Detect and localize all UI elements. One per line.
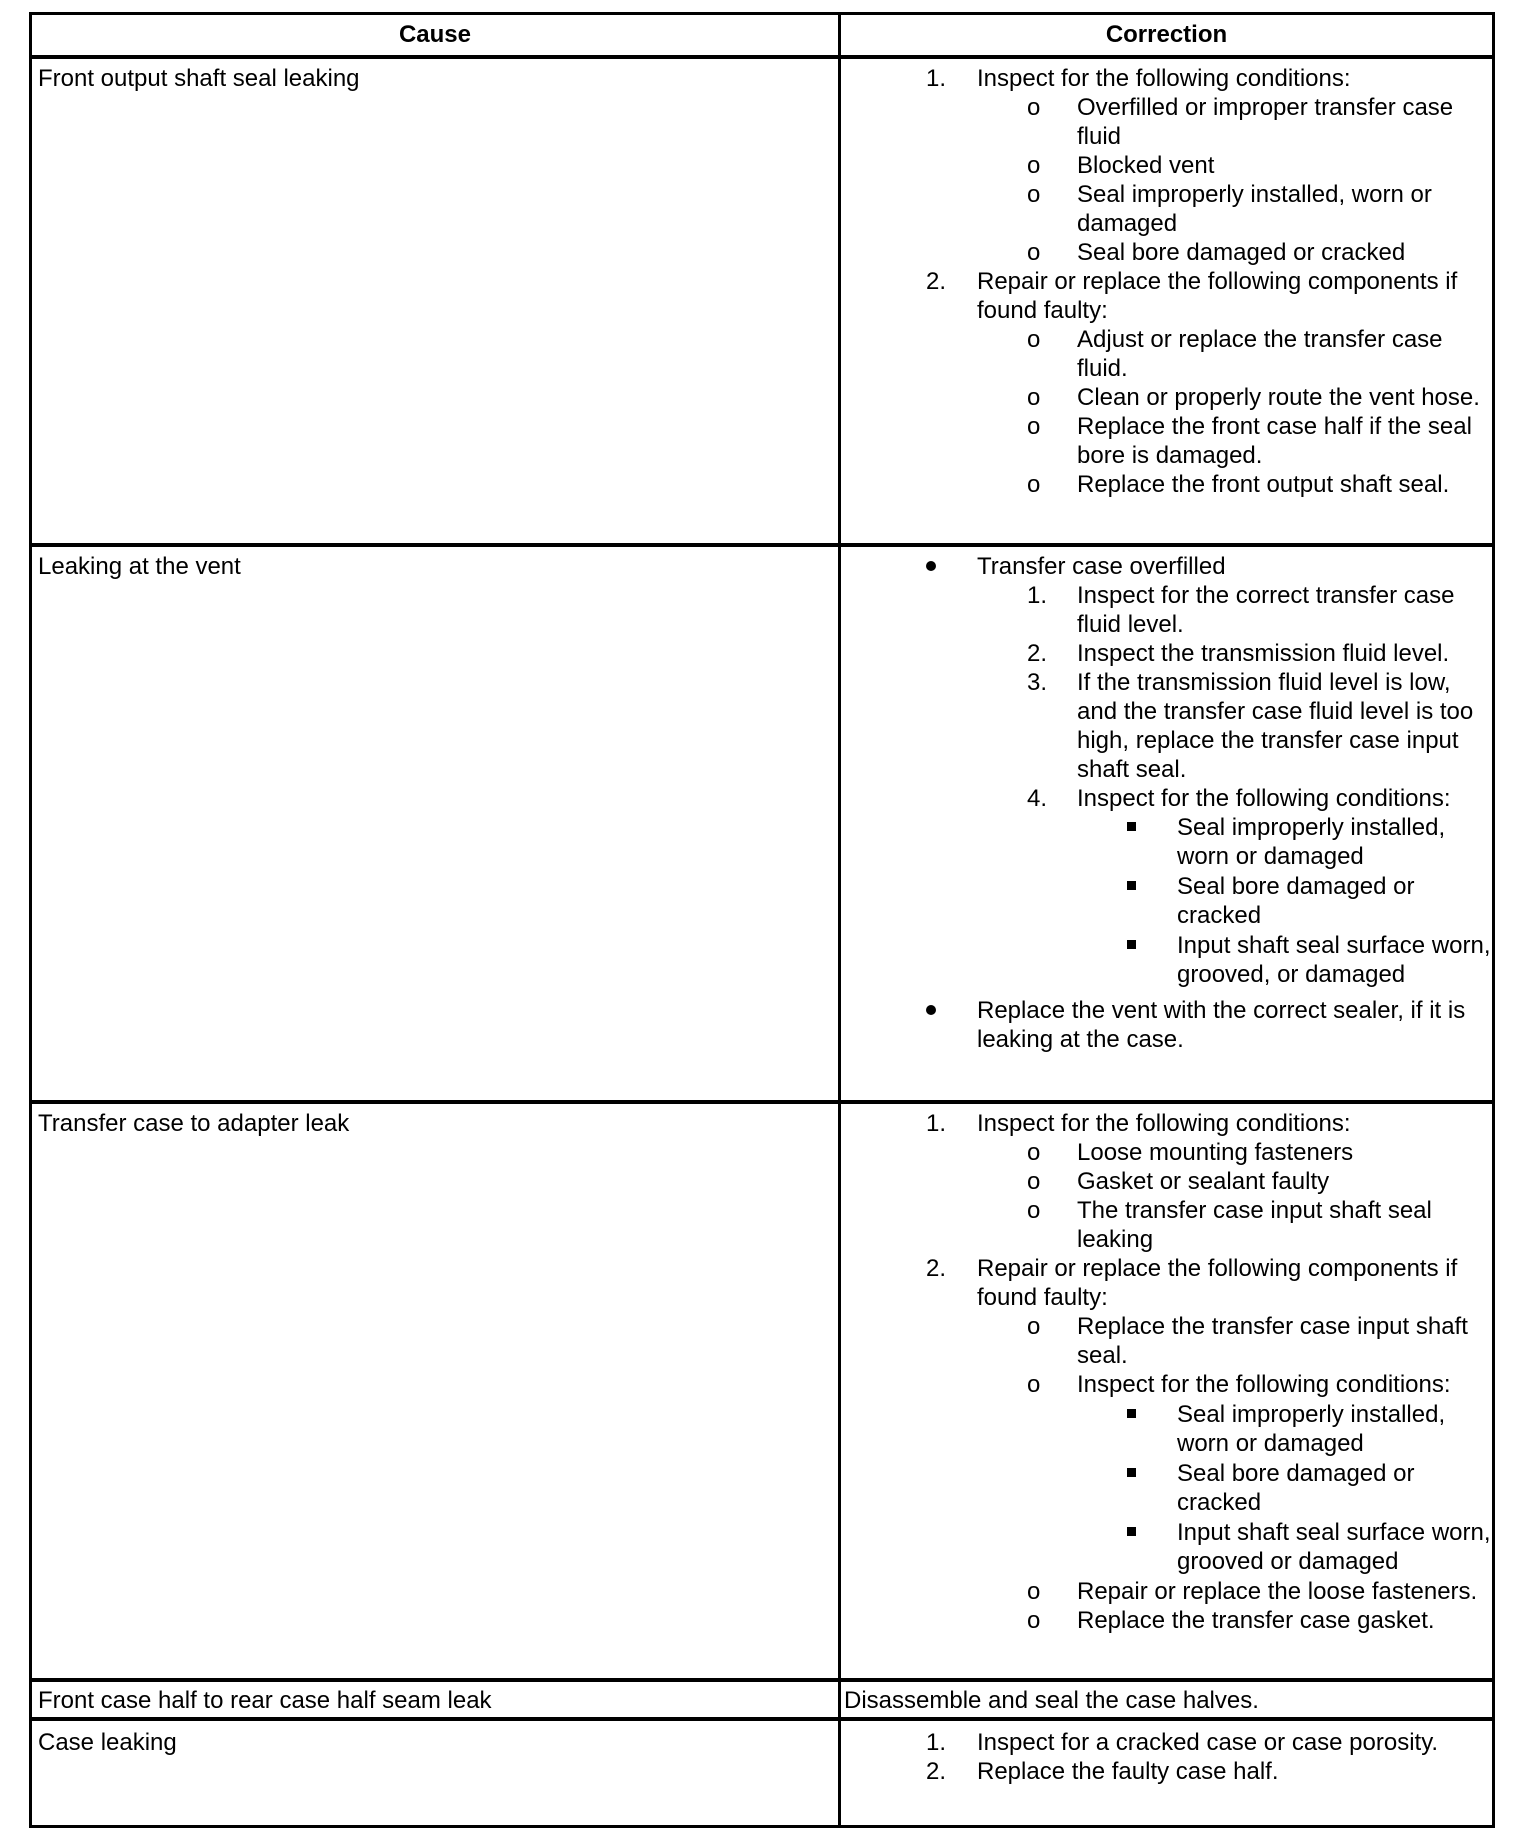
list-item: Repair or replace the loose fasteners. <box>1077 1578 1478 1605</box>
list-marker: o <box>1027 1607 1041 1634</box>
list-item: seal. <box>1077 1342 1128 1369</box>
list-marker: 1. <box>1027 582 1048 609</box>
column-divider <box>838 15 841 1825</box>
list-item: and the transfer case fluid level is too <box>1077 698 1474 725</box>
list-marker: o <box>1027 471 1041 498</box>
list-item: Seal improperly installed, <box>1177 1401 1446 1428</box>
list-item: cracked <box>1177 902 1262 929</box>
list-item: Inspect for the following conditions: <box>1077 1371 1451 1398</box>
square-bullet-icon <box>1127 1518 1136 1547</box>
list-marker: o <box>1027 239 1041 266</box>
cause-cell: Leaking at the vent <box>38 553 241 580</box>
list-item: Repair or replace the following components if <box>977 268 1458 295</box>
list-item: Inspect for the correct transfer case <box>1077 582 1455 609</box>
cause-cell: Front output shaft seal leaking <box>38 65 360 92</box>
square-bullet-icon <box>1127 1400 1136 1429</box>
list-marker: 2. <box>926 1255 947 1282</box>
list-marker: 2. <box>926 268 947 295</box>
list-item: Clean or properly route the vent hose. <box>1077 384 1480 411</box>
list-item: Blocked vent <box>1077 152 1215 179</box>
list-marker: 1. <box>926 65 947 92</box>
list-marker: 2. <box>1027 640 1048 667</box>
list-item: Seal bore damaged or <box>1177 1460 1415 1487</box>
list-item: Replace the front output shaft seal. <box>1077 471 1450 498</box>
list-item: Adjust or replace the transfer case <box>1077 326 1443 353</box>
list-item: Inspect for the following conditions: <box>977 1110 1351 1137</box>
list-item: found faulty: <box>977 1284 1108 1311</box>
row-divider <box>32 1100 1492 1104</box>
list-marker: 1. <box>926 1729 947 1756</box>
list-marker: o <box>1027 413 1041 440</box>
list-item: fluid <box>1077 123 1122 150</box>
list-item: Transfer case overfilled <box>977 553 1226 580</box>
list-item: Replace the vent with the correct sealer, if it is <box>977 997 1466 1024</box>
header-divider <box>32 55 1492 59</box>
square-bullet-icon <box>1127 931 1136 960</box>
list-item: grooved, or damaged <box>1177 961 1406 988</box>
list-item: grooved or damaged <box>1177 1548 1399 1575</box>
list-marker: o <box>1027 1168 1041 1195</box>
list-item: Replace the front case half if the seal <box>1077 413 1472 440</box>
cause-cell: Case leaking <box>38 1729 177 1756</box>
list-item: If the transmission fluid level is low, <box>1077 669 1451 696</box>
list-item: bore is damaged. <box>1077 442 1263 469</box>
list-marker: o <box>1027 181 1041 208</box>
list-marker: o <box>1027 326 1041 353</box>
list-item: leaking <box>1077 1226 1154 1253</box>
list-item: Disassemble and seal the case halves. <box>844 1687 1259 1714</box>
list-item: Replace the transfer case input shaft <box>1077 1313 1468 1340</box>
square-bullet-icon <box>1127 872 1136 901</box>
list-item: fluid level. <box>1077 611 1184 638</box>
cause-cell: Front case half to rear case half seam leak <box>38 1687 492 1714</box>
list-item: high, replace the transfer case input <box>1077 727 1459 754</box>
list-item: Repair or replace the following components if <box>977 1255 1458 1282</box>
list-item: Replace the transfer case gasket. <box>1077 1607 1435 1634</box>
list-marker: 1. <box>926 1110 947 1137</box>
list-item: cracked <box>1177 1489 1262 1516</box>
list-item: fluid. <box>1077 355 1128 382</box>
list-item: worn or damaged <box>1177 843 1364 870</box>
troubleshooting-table <box>29 12 1495 1828</box>
list-item: Input shaft seal surface worn, <box>1177 932 1491 959</box>
row-divider <box>32 543 1492 547</box>
list-marker: 3. <box>1027 669 1048 696</box>
list-item: found faulty: <box>977 297 1108 324</box>
bullet-icon <box>926 552 936 581</box>
list-marker: o <box>1027 152 1041 179</box>
list-marker: o <box>1027 1371 1041 1398</box>
column-header-correction: Correction <box>1105 21 1228 48</box>
list-item: Overfilled or improper transfer case <box>1077 94 1454 121</box>
list-marker: o <box>1027 1313 1041 1340</box>
row-divider <box>32 1678 1492 1682</box>
list-marker: o <box>1027 384 1041 411</box>
row-divider <box>32 1717 1492 1721</box>
list-item: Inspect the transmission fluid level. <box>1077 640 1450 667</box>
list-marker: o <box>1027 94 1041 121</box>
list-marker: o <box>1027 1197 1041 1224</box>
square-bullet-icon <box>1127 1459 1136 1488</box>
list-item: Inspect for the following conditions: <box>1077 785 1451 812</box>
list-marker: 4. <box>1027 785 1048 812</box>
list-item: leaking at the case. <box>977 1026 1184 1053</box>
list-item: shaft seal. <box>1077 756 1187 783</box>
list-item: damaged <box>1077 210 1178 237</box>
list-item: Seal bore damaged or <box>1177 873 1415 900</box>
list-item: Replace the faulty case half. <box>977 1758 1279 1785</box>
bullet-icon <box>926 996 936 1025</box>
square-bullet-icon <box>1127 813 1136 842</box>
list-marker: o <box>1027 1139 1041 1166</box>
list-item: worn or damaged <box>1177 1430 1364 1457</box>
list-item: Seal improperly installed, worn or <box>1077 181 1432 208</box>
list-item: Loose mounting fasteners <box>1077 1139 1354 1166</box>
list-item: Inspect for a cracked case or case porosity. <box>977 1729 1439 1756</box>
list-item: Input shaft seal surface worn, <box>1177 1519 1491 1546</box>
list-item: Seal bore damaged or cracked <box>1077 239 1406 266</box>
column-header-cause: Cause <box>398 21 472 48</box>
list-item: Inspect for the following conditions: <box>977 65 1351 92</box>
list-item: Seal improperly installed, <box>1177 814 1446 841</box>
list-item: Gasket or sealant faulty <box>1077 1168 1330 1195</box>
list-marker: 2. <box>926 1758 947 1785</box>
list-item: The transfer case input shaft seal <box>1077 1197 1432 1224</box>
list-marker: o <box>1027 1578 1041 1605</box>
cause-cell: Transfer case to adapter leak <box>38 1110 350 1137</box>
